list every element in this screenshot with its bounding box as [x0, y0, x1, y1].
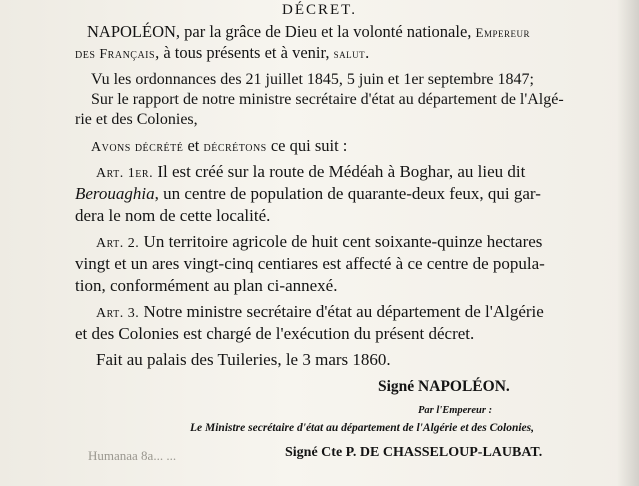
visa-rapport-cont: rie et des Colonies,	[75, 111, 198, 128]
preamble-francais: des Français	[75, 47, 156, 62]
signature-napoleon: Signé NAPOLÉON.	[378, 378, 510, 395]
preamble-emperor-title: Empereur	[475, 25, 530, 40]
page-edge-shadow	[617, 0, 639, 486]
decision-avons: Avons décrété	[91, 140, 184, 155]
preamble-line-1	[87, 22, 530, 43]
article-1-line-2: Berouaghia, un centre de population de quarante-deux feux, qui gar-	[75, 184, 541, 203]
preamble-salut: salut	[333, 46, 366, 61]
place-name: Berouaghia	[75, 184, 155, 203]
faded-footer-text: Humanaa 8a... ...	[88, 448, 177, 463]
article-2-line-1: Art. 2. Un territoire agricole de huit cent soixante-quinze hectares	[96, 232, 543, 251]
article-3-label: Art. 3.	[96, 306, 140, 321]
decision-decretons: décrétons	[203, 140, 267, 155]
article-1-line-1: Art. 1er. Il est créé sur la route de Médéah à Boghar, au lieu dit	[96, 162, 526, 181]
preamble-line-2: des Français, à tous présents et à venir, salut.	[75, 43, 370, 62]
signature-minister: Signé Cte P. DE CHASSELOUP-LAUBAT.	[285, 445, 543, 460]
visa-ordonnances: Vu les ordonnances des 21 juillet 1845, 5 juin et 1er septembre 1847;	[91, 71, 534, 88]
article-3-line-2: et des Colonies est chargé de l'exécution du présent décret.	[75, 324, 475, 343]
visa-rapport: Sur le rapport de notre ministre secrétaire d'état au département de l'Algé-	[91, 91, 564, 108]
done-at-line: Fait au palais des Tuileries, le 3 mars 1860.	[96, 350, 391, 369]
preamble-address: , à tous présents et à venir,	[155, 43, 334, 62]
preamble-emperor-name: NAPOLÉON, par la grâce de Dieu et la volonté nationale,	[87, 22, 476, 41]
article-2-label: Art. 2.	[96, 236, 140, 251]
par-l-empereur: Par l'Empereur :	[418, 405, 493, 416]
minister-title: Le Ministre secrétaire d'état au département de l'Algérie et des Colonies,	[190, 422, 535, 434]
decree-title: DÉCRET.	[282, 2, 357, 18]
article-2-line-3: tion, conformément au plan ci-annexé.	[75, 276, 338, 295]
article-3-line-1: Art. 3. Notre ministre secrétaire d'état au département de l'Algérie	[96, 302, 544, 321]
article-1-label: Art. 1er.	[96, 166, 154, 181]
article-1-line-3: dera le nom de cette localité.	[75, 206, 271, 225]
article-2-line-2: vingt et un ares vingt-cinq centiares est affecté à ce centre de popula-	[75, 254, 545, 273]
decision-line: Avons décrété et décrétons ce qui suit :	[91, 136, 348, 155]
